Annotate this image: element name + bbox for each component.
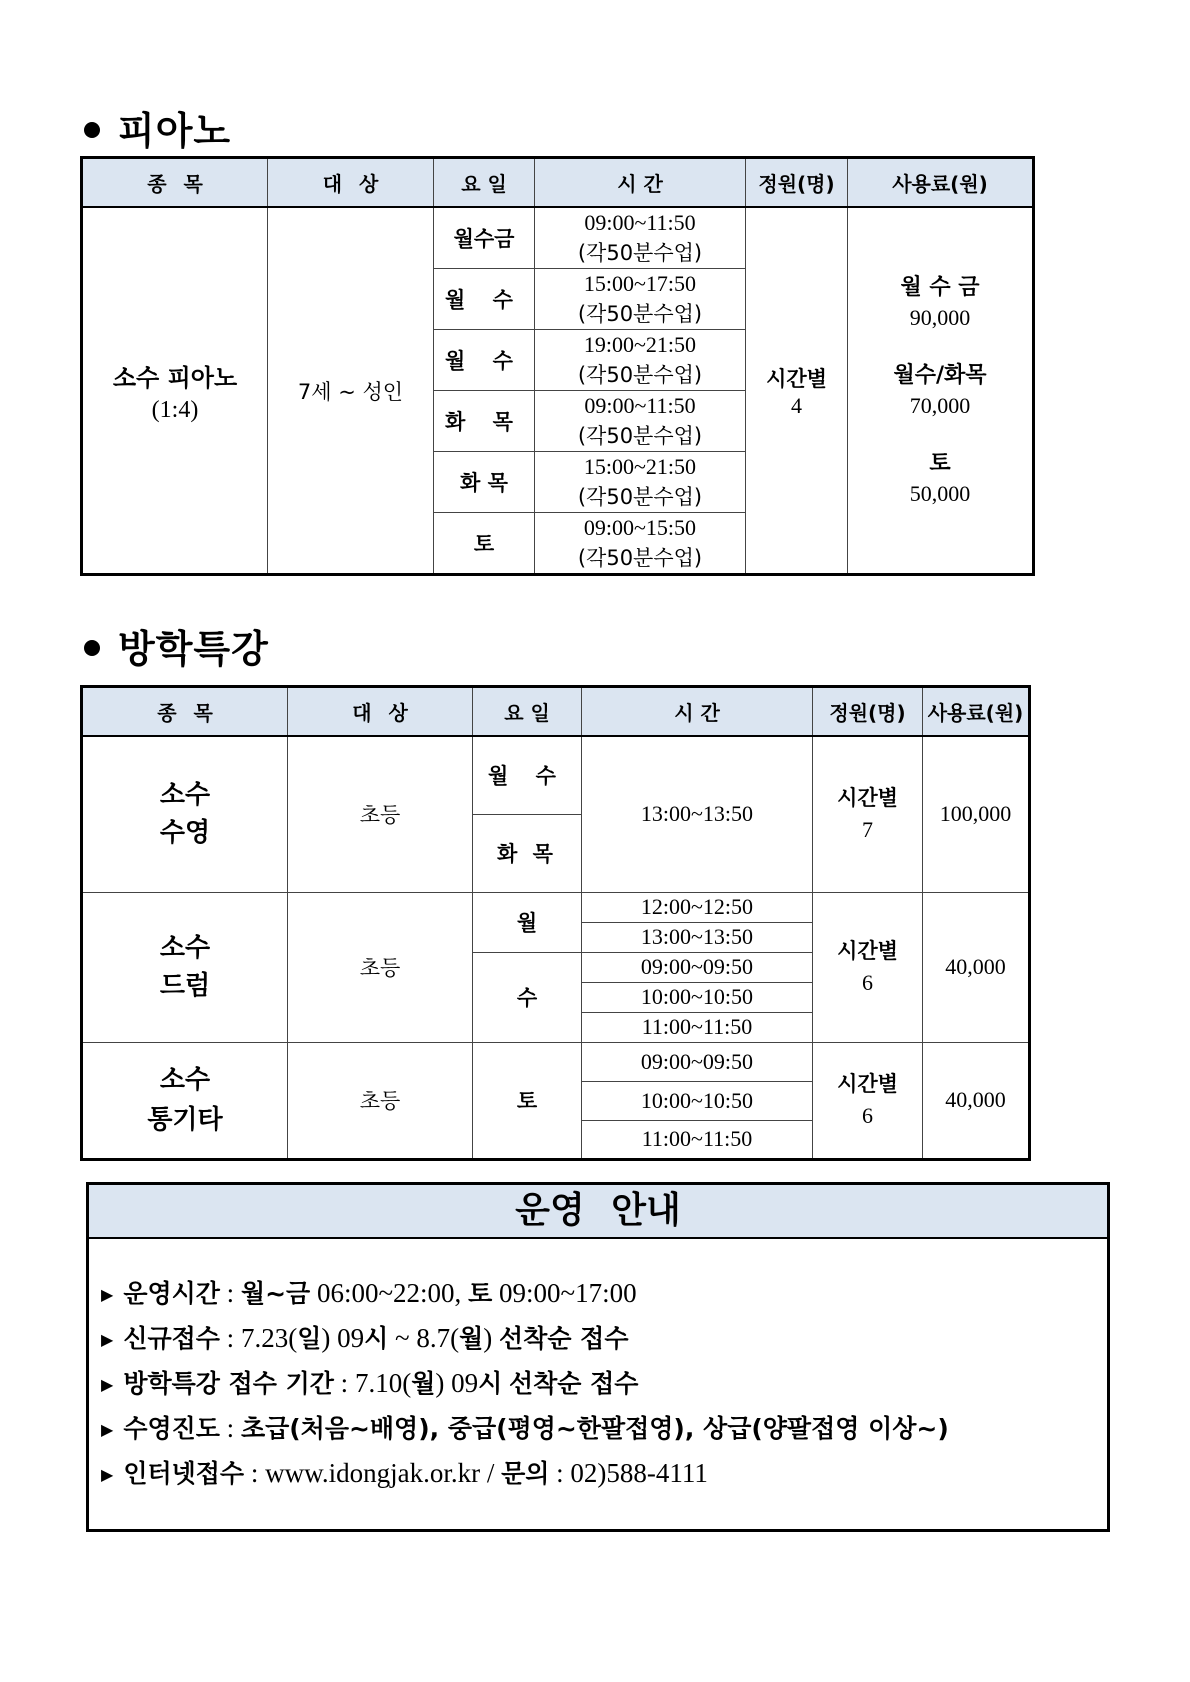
header-target: 대 상 — [268, 158, 434, 208]
notice-sep: : — [333, 1368, 355, 1398]
time-cell: 13:00~13:50 — [582, 736, 813, 892]
capacity-label: 시간별 — [837, 1072, 898, 1096]
notice-item-special-registration — [101, 1361, 1107, 1406]
notice-item-registration — [101, 1316, 1107, 1361]
notice-part: 초급(처음~배영), 중급(평영~한팔접영), 상급(양팔접영 이상~) — [240, 1414, 949, 1443]
notice-part: 7.23( — [240, 1323, 298, 1353]
time-cell — [535, 269, 746, 330]
notice-part: ) 09 — [435, 1368, 479, 1398]
day-cell: 월 수 — [434, 330, 535, 391]
time-text: 19:00~21:50 — [583, 332, 697, 357]
fee-cell: 40,000 — [923, 1042, 1030, 1159]
capacity-cell — [813, 736, 923, 892]
bullet-icon — [84, 122, 100, 138]
class-note: (각50분수업) — [577, 363, 703, 387]
header-day: 요 일 — [473, 687, 582, 737]
fee-cell: 100,000 — [923, 736, 1030, 892]
fee-amount: 90,000 — [909, 304, 971, 330]
notice-key: 수영진도 — [123, 1414, 220, 1443]
course-name: 소수 — [159, 780, 211, 811]
notice-part: 06:00~22:00, — [310, 1278, 469, 1308]
day-cell: 토 — [434, 513, 535, 575]
header-day: 요 일 — [434, 158, 535, 208]
class-note: (각50분수업) — [577, 424, 703, 448]
notice-sep: : — [244, 1458, 266, 1488]
course-cell — [82, 736, 288, 892]
notice-part: ~ 8.7( — [388, 1323, 460, 1353]
class-note: (각50분수업) — [577, 241, 703, 265]
notice-key: 인터넷접수 — [123, 1459, 245, 1488]
arrow-right-icon: ▶ — [101, 1285, 114, 1304]
table-header-row — [82, 687, 1030, 737]
table-row — [82, 1042, 1030, 1081]
table-row — [82, 892, 1030, 922]
time-cell: 13:00~13:50 — [582, 922, 813, 952]
section-title-text: 피아노 — [118, 109, 232, 153]
time-cell: 09:00~09:50 — [582, 1042, 813, 1081]
notice-part: ) — [483, 1323, 500, 1353]
header-fee: 사용료(원) — [848, 158, 1034, 208]
header-time: 시 간 — [582, 687, 813, 737]
notice-item-internet — [101, 1451, 1107, 1496]
day-cell: 화 목 — [434, 391, 535, 452]
fee-cell — [848, 207, 1034, 575]
fee-label: 토 — [929, 450, 951, 476]
time-text: 09:00~11:50 — [584, 210, 696, 235]
table-header-row — [82, 158, 1034, 208]
notice-part: / — [480, 1458, 502, 1488]
target-cell: 초등 — [288, 1042, 473, 1159]
table-row — [82, 736, 1030, 814]
notice-part: 선착순 접수 — [509, 1369, 639, 1398]
header-time: 시 간 — [535, 158, 746, 208]
time-cell: 11:00~11:50 — [582, 1120, 813, 1159]
notice-title: 운영 안내 — [89, 1185, 1107, 1239]
day-cell: 수 — [473, 952, 582, 1042]
time-text: 09:00~11:50 — [584, 393, 696, 418]
time-cell: 09:00~09:50 — [582, 952, 813, 982]
notice-sep: : — [219, 1323, 241, 1353]
time-text: 09:00~15:50 — [583, 515, 697, 540]
time-cell — [535, 452, 746, 513]
class-note: (각50분수업) — [577, 546, 703, 570]
capacity-cell — [813, 1042, 923, 1159]
arrow-right-icon: ▶ — [101, 1420, 114, 1439]
arrow-right-icon: ▶ — [101, 1330, 114, 1349]
capacity-value: 6 — [862, 970, 873, 995]
capacity-label: 시간별 — [766, 366, 827, 391]
course-name: 소수 — [159, 933, 211, 963]
arrow-right-icon: ▶ — [101, 1375, 114, 1394]
course-cell — [82, 207, 268, 575]
notice-part: 7.10( — [354, 1368, 412, 1398]
notice-part: 선착순 접수 — [499, 1324, 629, 1353]
class-note: (각50분수업) — [577, 485, 703, 509]
day-cell: 월 수 — [473, 736, 582, 814]
time-cell — [535, 207, 746, 269]
time-text: 15:00~17:50 — [583, 271, 697, 296]
capacity-cell — [746, 207, 848, 575]
course-name: 소수 피아노 — [112, 363, 238, 392]
time-cell: 10:00~10:50 — [582, 1081, 813, 1120]
course-name: 소수 — [159, 1065, 211, 1095]
notice-item-hours — [101, 1271, 1107, 1316]
website-link[interactable]: www.idongjak.or.kr — [265, 1458, 481, 1488]
notice-part: 일 — [297, 1324, 322, 1353]
fee-label: 월 수 금 — [900, 274, 980, 300]
notice-sep: : — [219, 1278, 241, 1308]
course-name: 통기타 — [147, 1105, 223, 1135]
fee-amount: 70,000 — [909, 392, 971, 418]
course-cell — [82, 1042, 288, 1159]
notice-sep: : — [219, 1413, 241, 1443]
fee-amount: 50,000 — [909, 480, 971, 506]
bullet-icon — [84, 640, 100, 656]
course-ratio: (1:4) — [151, 396, 199, 423]
target-cell: 초등 — [288, 736, 473, 892]
time-cell — [535, 391, 746, 452]
time-cell — [535, 330, 746, 391]
notice-key: 방학특강 접수 기간 — [123, 1369, 334, 1398]
course-name: 드럼 — [159, 971, 211, 1001]
day-cell: 월 수 — [434, 269, 535, 330]
course-name: 수영 — [159, 818, 211, 849]
notice-part: 시 — [364, 1324, 389, 1353]
notice-part: 월 — [411, 1369, 436, 1398]
header-item: 종 목 — [82, 158, 268, 208]
target-cell: 7세 ~ 성인 — [268, 207, 434, 575]
after-school-table — [80, 685, 1031, 1161]
course-cell — [82, 892, 288, 1042]
notice-part: 시 — [478, 1369, 503, 1398]
header-fee: 사용료(원) — [923, 687, 1030, 737]
time-cell: 10:00~10:50 — [582, 982, 813, 1012]
notice-part: 문의 — [501, 1459, 550, 1488]
capacity-label: 시간별 — [837, 939, 898, 963]
notice-key: 신규접수 — [123, 1324, 220, 1353]
class-note: (각50분수업) — [577, 302, 703, 326]
day-cell: 화 목 — [473, 814, 582, 892]
notice-box — [86, 1182, 1110, 1532]
fee-cell: 40,000 — [923, 892, 1030, 1042]
notice-part — [502, 1368, 509, 1398]
notice-item-swim-level — [101, 1406, 1107, 1451]
notice-part: 토 — [468, 1279, 493, 1308]
header-target: 대 상 — [288, 687, 473, 737]
time-cell: 12:00~12:50 — [582, 892, 813, 922]
header-capacity: 정원(명) — [746, 158, 848, 208]
section-title-after-school — [84, 618, 269, 673]
time-cell: 11:00~11:50 — [582, 1012, 813, 1042]
day-cell: 토 — [473, 1042, 582, 1159]
notice-list — [89, 1239, 1107, 1496]
capacity-value: 6 — [862, 1103, 873, 1128]
time-text: 15:00~21:50 — [583, 454, 697, 479]
fee-label: 월수/화목 — [893, 362, 987, 388]
header-item: 종 목 — [82, 687, 288, 737]
notice-part: 월 — [459, 1324, 484, 1353]
target-cell: 초등 — [288, 892, 473, 1042]
notice-part: : 02)588-4111 — [549, 1458, 708, 1488]
piano-table — [80, 156, 1035, 576]
section-title-piano — [84, 100, 231, 155]
capacity-cell — [813, 892, 923, 1042]
table-row — [82, 207, 1034, 269]
time-cell — [535, 513, 746, 575]
notice-part: 09:00~17:00 — [492, 1278, 637, 1308]
notice-part: ) 09 — [321, 1323, 365, 1353]
capacity-label: 시간별 — [837, 786, 898, 811]
capacity-value: 4 — [791, 392, 802, 418]
notice-key: 운영시간 — [123, 1279, 220, 1308]
notice-part: 월~금 — [240, 1279, 311, 1308]
header-capacity: 정원(명) — [813, 687, 923, 737]
capacity-value: 7 — [862, 817, 873, 843]
day-cell: 월 — [473, 892, 582, 952]
arrow-right-icon: ▶ — [101, 1465, 114, 1484]
day-cell: 월수금 — [434, 207, 535, 269]
section-title-text: 방학특강 — [118, 627, 269, 671]
day-cell: 화 목 — [434, 452, 535, 513]
